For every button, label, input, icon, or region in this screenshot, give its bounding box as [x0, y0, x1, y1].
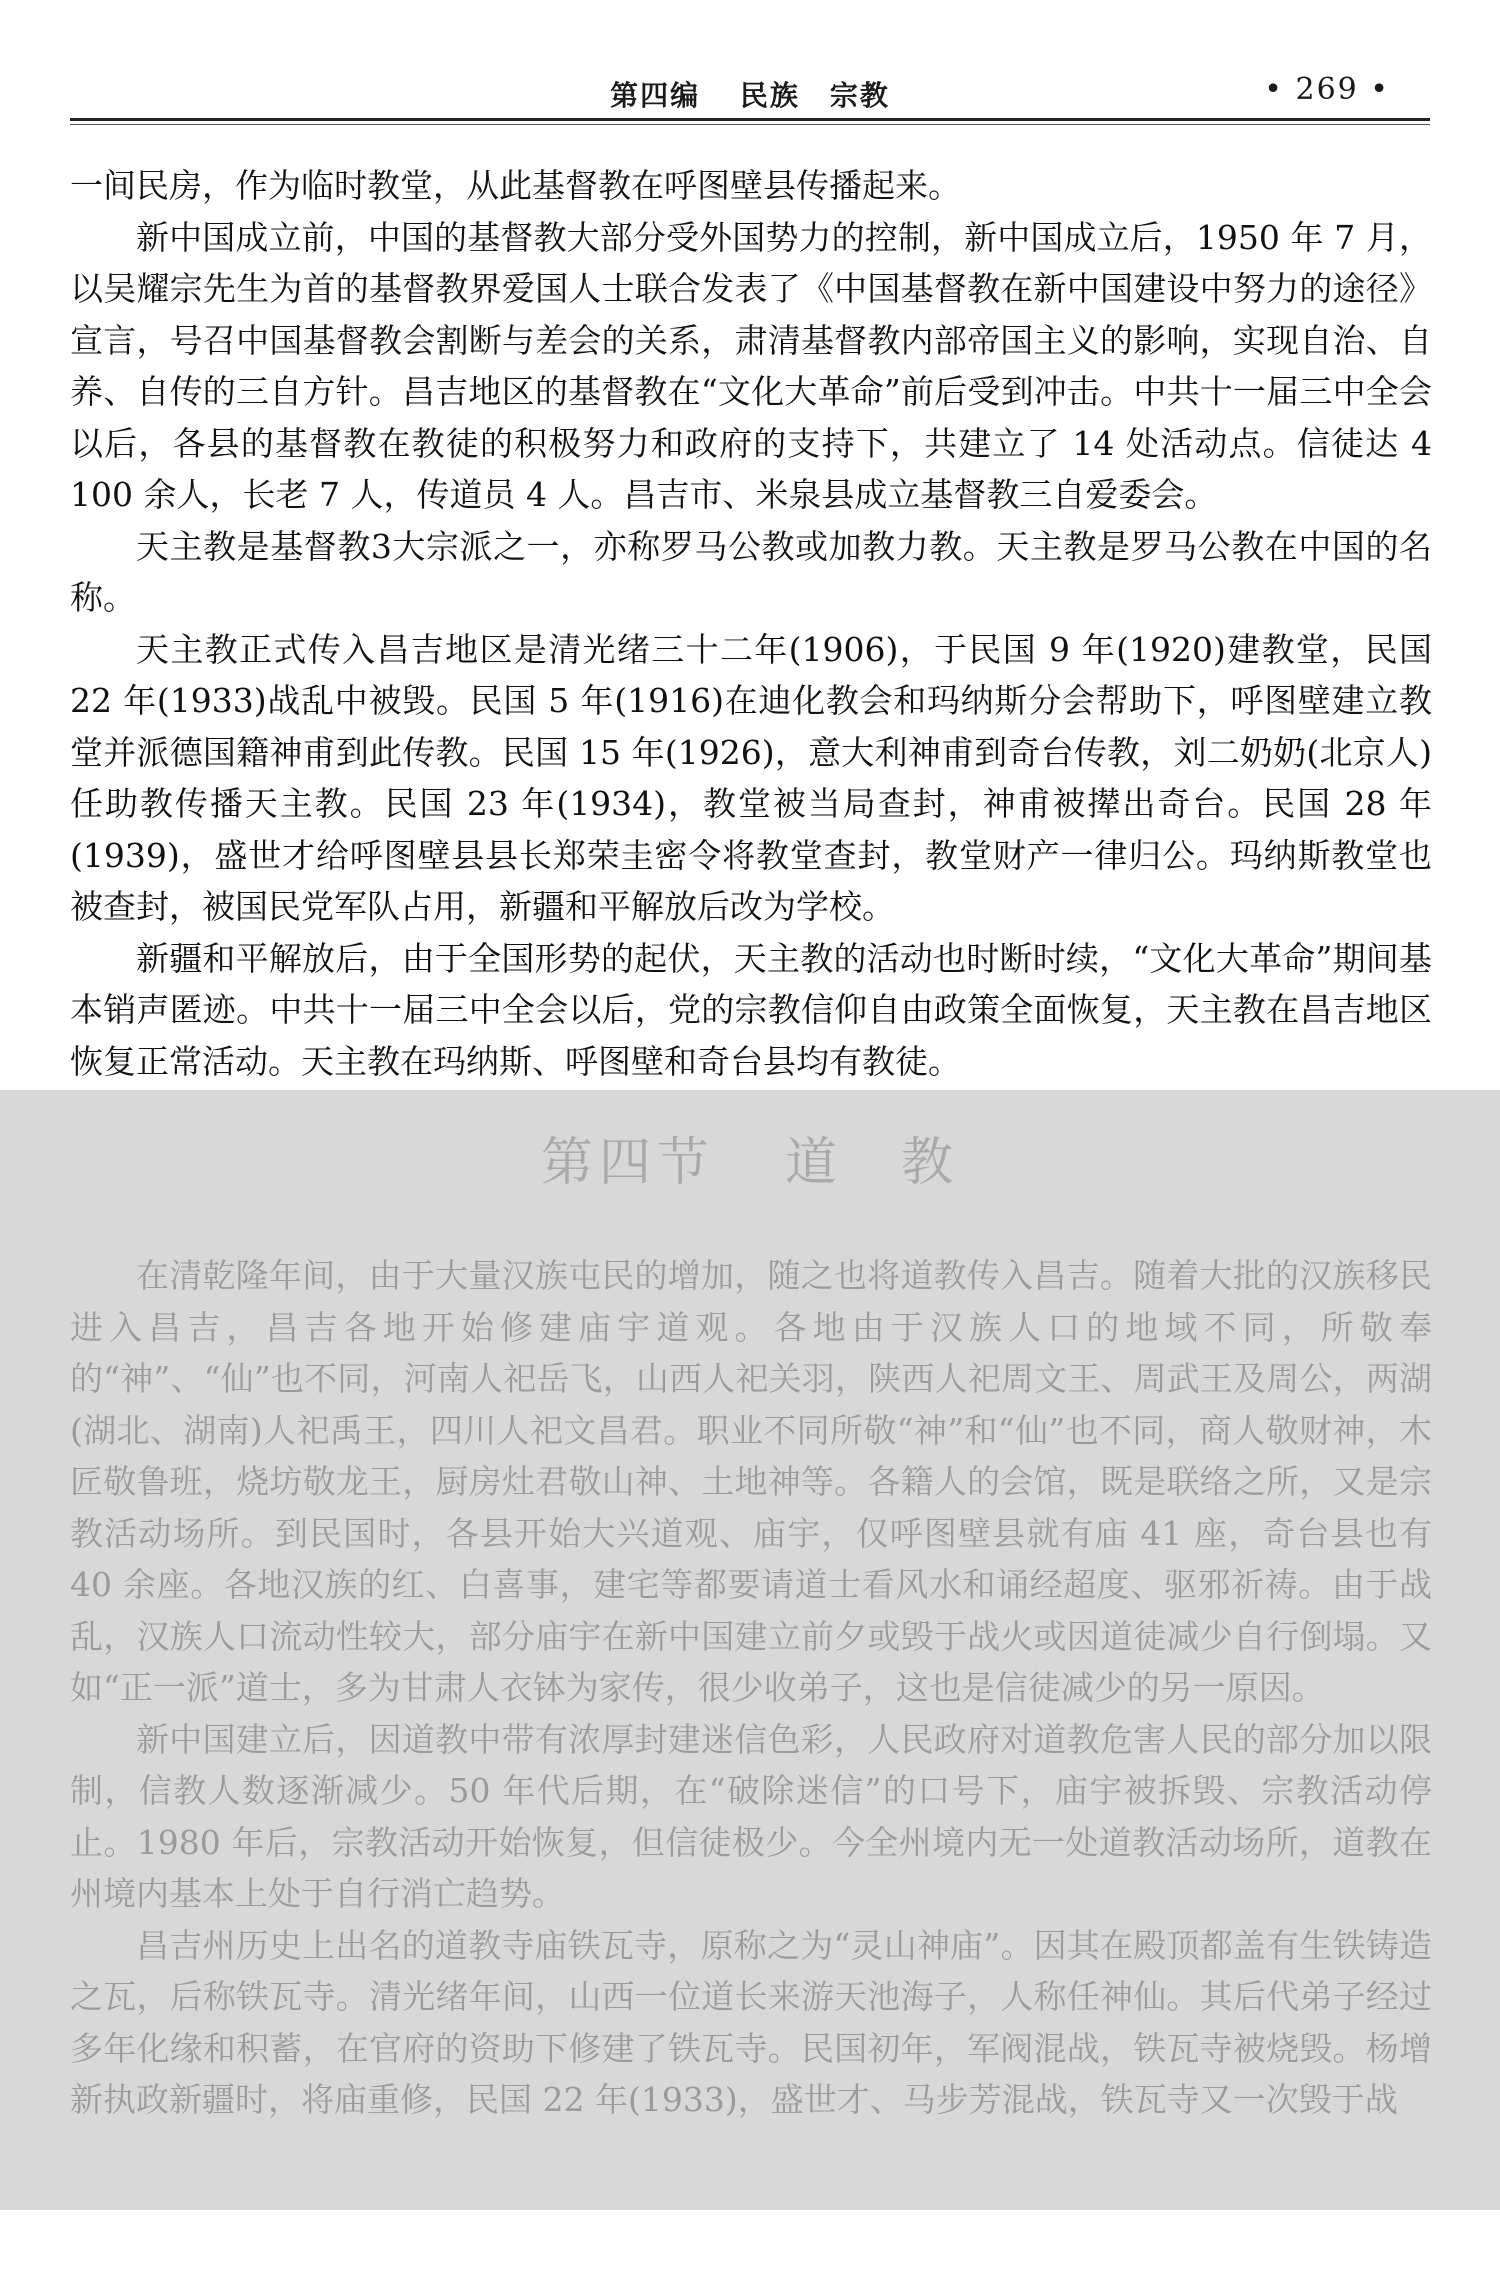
paragraph: 天主教正式传入昌吉地区是清光绪三十二年(1906)，于民国 9 年(1920)建教堂，民国 22 年(1933)战乱中被毁。民国 5 年(1916)在迪化教会和玛纳斯分会帮助下，呼图壁建立教堂并派德国籍神甫到此传教。民国 15 年(1926)，意大利神甫到奇台传教，刘二奶奶(北京人)任助教传播天主教。民国 23 年(1934)，教堂被当局查封，神甫被撵出奇台。民国 28 年(1939)，盛世才给呼图壁县县长郑荣圭密令将教堂查封，教堂财产一律归公。玛纳斯教堂也被查封，被国民党军队占用，新疆和平解放后改为学校。 [70, 629, 1432, 926]
paragraph: 昌吉州历史上出名的道教寺庙铁瓦寺，原称之为“灵山神庙”。因其在殿顶都盖有生铁铸造之瓦，后称铁瓦寺。清光绪年间，山西一位道长来游天池海子，人称任神仙。其后代弟子经过多年化缘和积蓄，在官府的资助下修建了铁瓦寺。民国初年，军阀混战，铁瓦寺被烧毁。杨增新执政新疆时，将庙重修，民国 22 年(1933)，盛世才、马步芳混战，铁瓦寺又一次毁于战 [70, 1925, 1432, 2119]
paragraph: 新中国成立前，中国的基督教大部分受外国势力的控制，新中国成立后，1950 年 7 月，以吴耀宗先生为首的基督教界爱国人士联合发表了《中国基督教在新中国建设中努力的途径》宣言，号召中国基督教会割断与差会的关系，肃清基督教内部帝国主义的影响，实现自治、自养、自传的三自方针。昌吉地区的基督教在“文化大革命”前后受到冲击。中共十一届三中全会以后，各县的基督教在教徒的积极努力和政府的支持下，共建立了 14 处活动点。信徒达 4 100 余人，长老 7 人，传道员 4 人。昌吉市、米泉县成立基督教三自爱委会。 [70, 217, 1432, 514]
section-heading [0, 1120, 1500, 1195]
paragraph: 新中国建立后，因道教中带有浓厚封建迷信色彩，人民政府对道教危害人民的部分加以限制，信教人数逐渐减少。50 年代后期，在“破除迷信”的口号下，庙宇被拆毁、宗教活动停止。1980 年后，宗教活动开始恢复，但信徒极少。今全州境内无一处道教活动场所，道教在州境内基本上处于自行消亡趋势。 [70, 1719, 1432, 1913]
paragraph: 在清乾隆年间，由于大量汉族屯民的增加，随之也将道教传入昌吉。随着大批的汉族移民进入昌吉，昌吉各地开始修建庙宇道观。各地由于汉族人口的地域不同，所敬奉的“神”、“仙”也不同，河南人祀岳飞，山西人祀关羽，陕西人祀周文王、周武王及周公，两湖(湖北、湖南)人祀禹王，四川人祀文昌君。职业不同所敬“神”和“仙”也不同，商人敬财神，木匠敬鲁班，烧坊敬龙王，厨房灶君敬山神、土地神等。各籍人的会馆，既是联络之所，又是宗教活动场所。到民国时，各县开始大兴道观、庙宇，仅呼图壁县就有庙 41 座，奇台县也有 40 余座。各地汉族的红、白喜事，建宅等都要请道士看风水和诵经超度、驱邪祈祷。由于战乱，汉族人口流动性较大，部分庙宇在新中国建立前夕或毁于战火或因道徒减少自行倒塌。又如“正一派”道士，多为甘肃人衣钵为家传，很少收弟子，这也是信徒减少的另一原因。 [70, 1256, 1432, 1707]
section-body [70, 1250, 1432, 2126]
header-section: 民族 宗教 [739, 79, 890, 112]
running-header [70, 70, 1430, 118]
paragraph: 天主教是基督教3大宗派之一，亦称罗马公教或加教力教。天主教是罗马公教在中国的名称。 [70, 526, 1432, 617]
header-rule [70, 118, 1430, 121]
header-title [70, 74, 1430, 114]
section-name: 道 教 [785, 1133, 960, 1193]
header-rule-thin [70, 124, 1430, 125]
paragraph: 一间民房，作为临时教堂，从此基督教在呼图壁县传播起来。 [70, 166, 961, 205]
header-part: 第四编 [610, 79, 701, 112]
page-number: • 269 • [1264, 72, 1390, 107]
section-number: 第四节 [540, 1133, 715, 1193]
body-text [70, 160, 1432, 1087]
paragraph: 新疆和平解放后，由于全国形势的起伏，天主教的活动也时断时续，“文化大革命”期间基本销声匿迹。中共十一届三中全会以后，党的宗教信仰自由政策全面恢复，天主教在昌吉地区恢复正常活动。天主教在玛纳斯、呼图壁和奇台县均有教徒。 [70, 938, 1432, 1081]
